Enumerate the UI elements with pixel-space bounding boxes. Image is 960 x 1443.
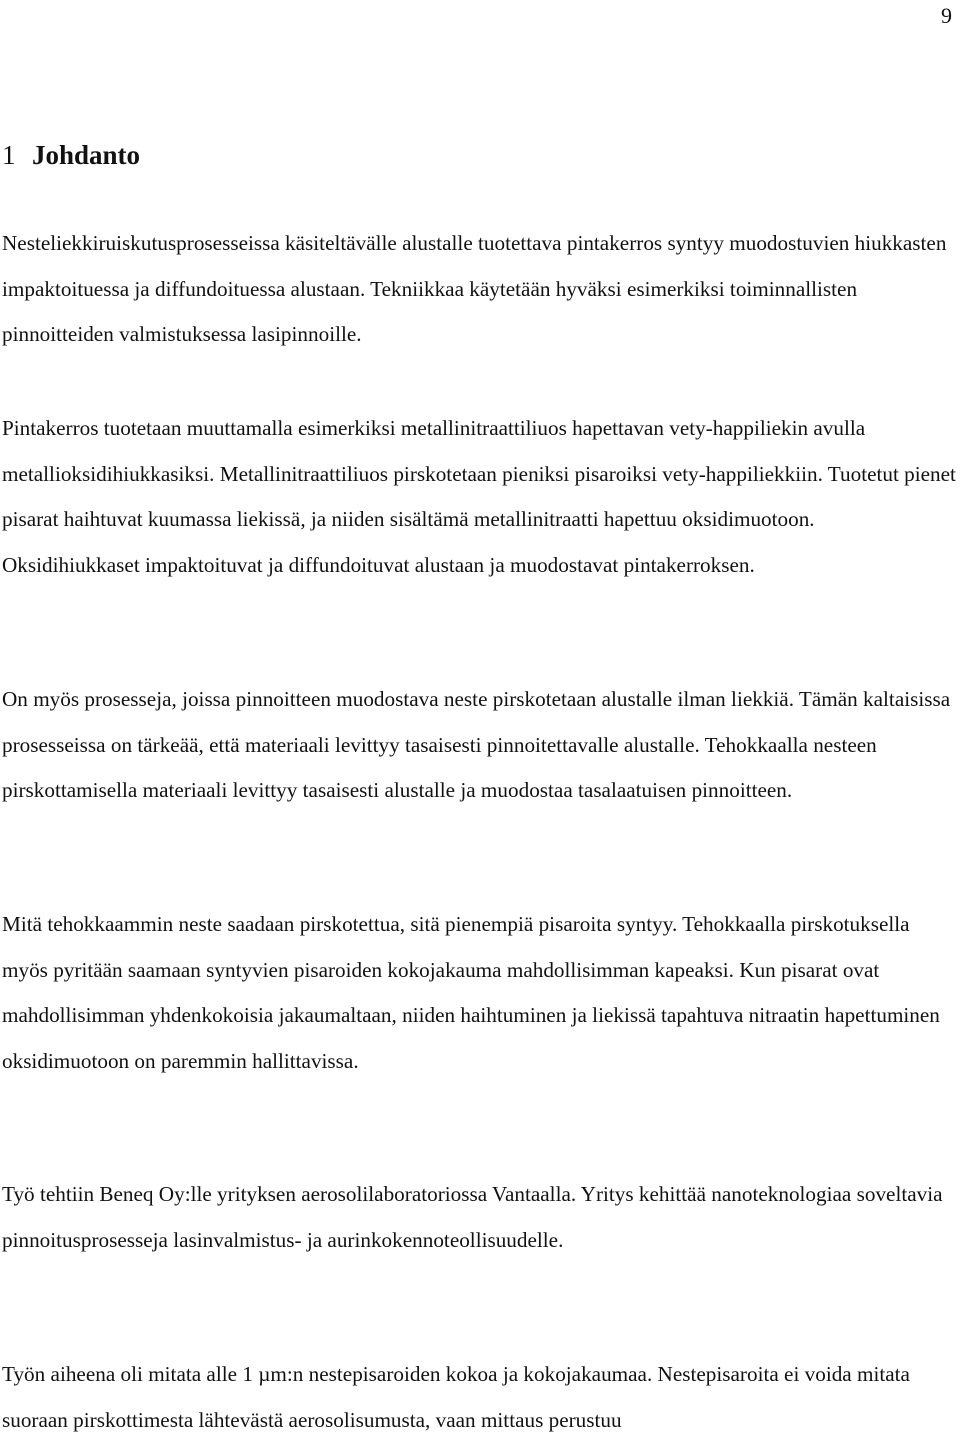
paragraph-block-2 (2, 406, 956, 588)
paragraph-3: On myös prosesseja, joissa pinnoitteen muodostava neste pirskotetaan alustalle ilman liekkiä. Tämän kaltaisissa prosesseissa on tärkeää, että materiaali levittyy tasaisesti pinnoitettavalle alustalle. Tehokkaalla nesteen pirskottamisella materiaali levittyy tasaisesti alustalle ja muodostaa tasalaatuisen pinnoitteen. (2, 687, 951, 802)
section-title: Johdanto (32, 140, 141, 170)
paragraph-block-5 (2, 1172, 956, 1263)
section-number: 1 (2, 140, 16, 170)
paragraph-block-4 (2, 902, 956, 1084)
paragraph-1: Nesteliekkiruiskutusprosesseissa käsiteltävälle alustalle tuotettava pintakerros syntyy muodostuvien hiukkasten impaktoituessa ja diffundoituessa alustaan. Tekniikkaa käytetään hyväksi esimerkiksi toiminnallisten pinnoitteiden valmistuksessa lasipinnoille. (2, 231, 947, 346)
paragraph-4: Mitä tehokkaammin neste saadaan pirskotettua, sitä pienempiä pisaroita syntyy. Tehokkaalla pirskotuksella myös pyritään saamaan syntyvien pisaroiden kokojakauma mahdollisimman kapeaksi. Kun pisarat ovat mahdollisimman yhdenkokoisia jakaumaltaan, niiden haihtuminen ja liekissä tapahtuva nitraatin hapettuminen oksidimuotoon on paremmin hallittavissa. (2, 912, 940, 1073)
paragraph-block-3 (2, 677, 956, 814)
page-number: 9 (941, 3, 952, 28)
paragraph-5: Työ tehtiin Beneq Oy:lle yrityksen aerosolilaboratoriossa Vantaalla. Yritys kehittää nanoteknologiaa soveltavia pinnoitusprosesseja lasinvalmistus- ja aurinkokennoteollisuudelle. (2, 1182, 943, 1252)
paragraph-2: Pintakerros tuotetaan muuttamalla esimerkiksi metallinitraattiliuos hapettavan vety-happiliekin avulla metallioksidihiukkasiksi. Metallinitraattiliuos pirskotetaan pieniksi pisaroiksi vety-happiliekkiin. Tuotetut pienet pisarat haihtuvat kuumassa liekissä, ja niiden sisältämä metallinitraatti hapettuu oksidimuotoon. Oksidihiukkaset impaktoituvat ja diffundoituvat alustaan ja muodostavat pintakerroksen. (2, 416, 956, 577)
paragraph-block-1 (2, 221, 956, 358)
paragraph-block-6 (2, 1352, 956, 1443)
section-heading (2, 138, 140, 172)
paragraph-6: Työn aiheena oli mitata alle 1 µm:n nestepisaroiden kokoa ja kokojakaumaa. Nestepisaroita ei voida mitata suoraan pirskottimesta lähtevästä aerosolisumusta, vaan mittaus perustuu (2, 1362, 910, 1432)
